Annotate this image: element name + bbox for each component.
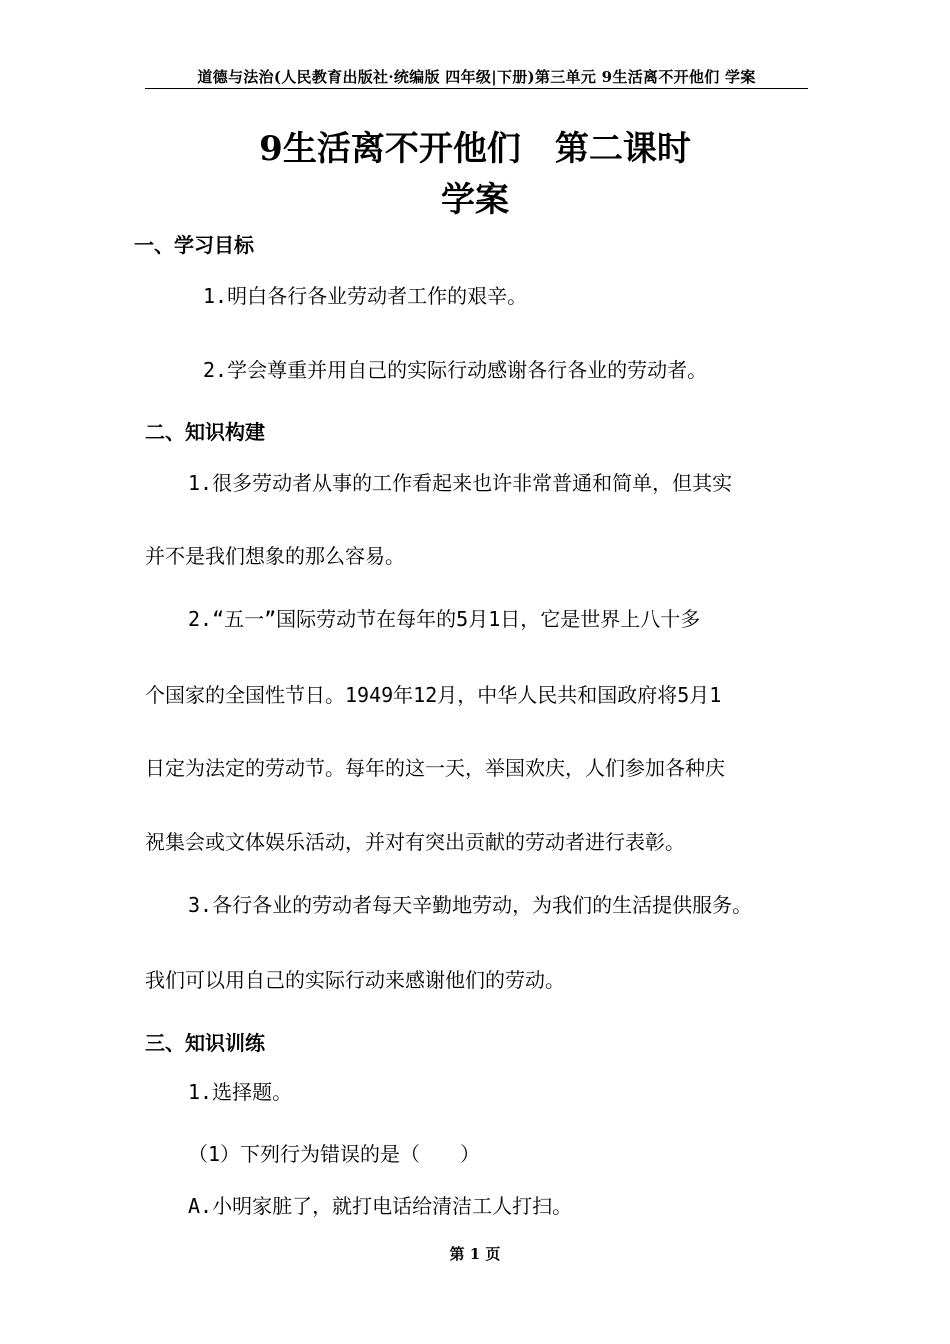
document-title: 9生活离不开他们 第二课时 [259, 129, 691, 169]
paragraph-line: 祝集会或文体娱乐活动，并对有突出贡献的劳动者进行表彰。 [145, 830, 685, 854]
page-number: 第 1 页 [449, 1245, 501, 1263]
paragraph-line: 2.“五一”国际劳动节在每年的5月1日，它是世界上八十多 [188, 607, 701, 631]
running-header: 道德与法治(人民教育出版社·统编版 四年级|下册)第三单元 9生活离不开他们 学案 [197, 68, 756, 86]
paragraph-line: 我们可以用自己的实际行动来感谢他们的劳动。 [145, 968, 565, 992]
question-label: 1.选择题。 [188, 1080, 293, 1104]
section-heading-knowledge-building: 二、知识构建 [145, 420, 265, 444]
section-heading-knowledge-training: 三、知识训练 [145, 1031, 265, 1055]
paragraph-line: 并不是我们想象的那么容易。 [145, 544, 405, 568]
document-subtitle: 学案 [441, 180, 509, 220]
paragraph-line: 日定为法定的劳动节。每年的这一天，举国欢庆，人们参加各种庆 [145, 756, 725, 780]
question-item: （1）下列行为错误的是（ ） [188, 1142, 481, 1166]
paragraph-line: 3.各行各业的劳动者每天辛勤地劳动，为我们的生活提供服务。 [188, 893, 753, 917]
goal-item: 2.学会尊重并用自己的实际行动感谢各行各业的劳动者。 [203, 358, 708, 382]
section-heading-learning-goals: 一、学习目标 [134, 233, 254, 257]
paragraph-line: 1.很多劳动者从事的工作看起来也许非常普通和简单，但其实 [188, 471, 733, 495]
header-rule [145, 88, 808, 89]
paragraph-line: 个国家的全国性节日。1949年12月，中华人民共和国政府将5月1 [145, 683, 722, 707]
answer-option: A.小明家脏了，就打电话给清洁工人打扫。 [188, 1194, 573, 1218]
goal-item: 1.明白各行各业劳动者工作的艰辛。 [203, 284, 528, 308]
